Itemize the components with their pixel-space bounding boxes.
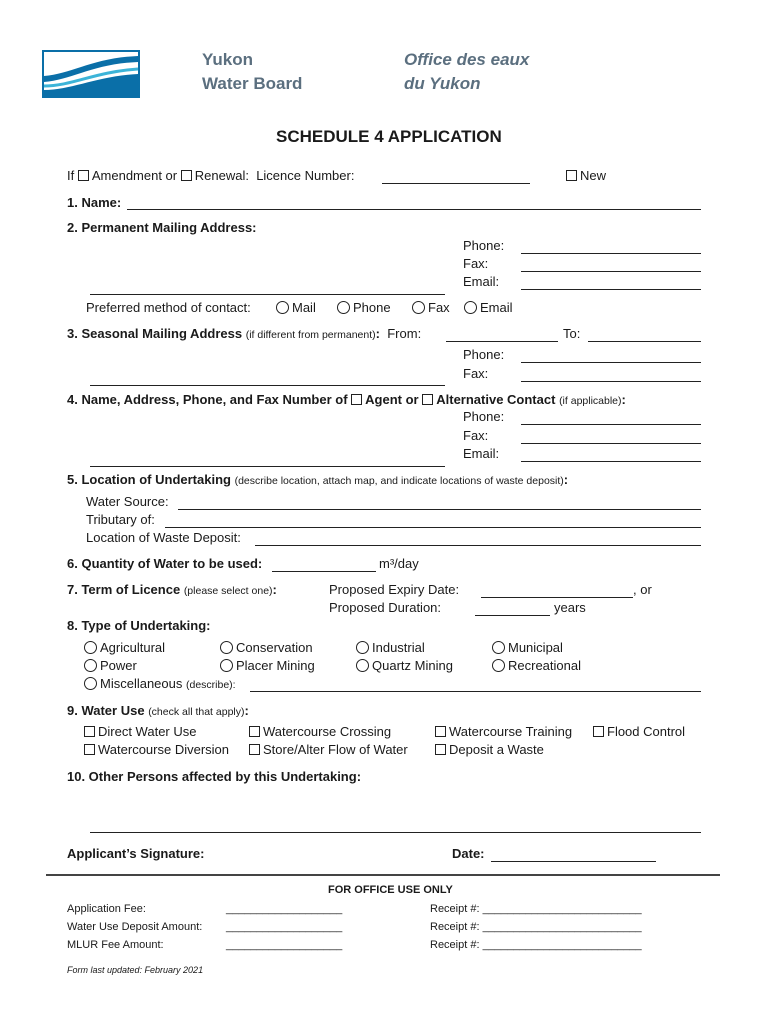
s3-phone-label: Phone: — [463, 347, 505, 362]
radio-icon — [464, 301, 477, 314]
seasonal-address-heading — [67, 326, 421, 341]
water-use-note: (check all that apply) — [148, 706, 245, 718]
renewal-checkbox[interactable] — [181, 170, 192, 181]
name-field[interactable] — [127, 209, 701, 210]
term-label: 7. Term of Licence — [67, 582, 181, 597]
deposit-waste-option[interactable] — [435, 742, 544, 757]
receipt-label: Receipt #: — [430, 921, 480, 933]
expiry-date-label: Proposed Expiry Date: — [329, 582, 460, 597]
contact-email-label: Email — [480, 300, 513, 315]
seasonal-from-field[interactable] — [446, 341, 558, 342]
municipal-label: Municipal — [508, 640, 563, 655]
water-use-deposit-label: Water Use Deposit Amount: — [67, 921, 203, 933]
s4-phone-label: Phone: — [463, 409, 505, 424]
radio-icon — [84, 641, 97, 654]
org-name-fr-line1: Office des eaux — [404, 50, 530, 69]
section-divider — [46, 874, 720, 876]
water-use-heading — [67, 703, 249, 718]
recreational-option[interactable] — [492, 658, 581, 673]
alternative-contact-checkbox[interactable] — [422, 394, 433, 405]
agricultural-label: Agricultural — [100, 640, 166, 655]
conservation-label: Conservation — [236, 640, 313, 655]
water-use-deposit-blank[interactable]: ___________________ — [226, 921, 343, 933]
contact-phone-label: Phone — [353, 300, 391, 315]
checkbox-icon — [435, 726, 446, 737]
form-updated-note: Form last updated: February 2021 — [67, 965, 204, 975]
s3-fax-label: Fax: — [463, 366, 489, 381]
receipt-blank[interactable]: __________________________ — [482, 921, 642, 933]
expiry-date-field[interactable] — [481, 597, 633, 598]
quantity-unit: m³/day — [379, 556, 419, 571]
industrial-label: Industrial — [372, 640, 425, 655]
s3-phone-field[interactable] — [521, 362, 701, 363]
s2-phone-field[interactable] — [521, 253, 701, 254]
applicant-signature-label: Applicant’s Signature: — [67, 846, 205, 861]
term-note: (please select one) — [183, 585, 273, 597]
agent-checkbox[interactable] — [351, 394, 362, 405]
checkbox-icon — [84, 726, 95, 737]
new-option — [566, 168, 606, 183]
location-label: 5. Location of Undertaking — [67, 472, 231, 487]
industrial-option[interactable] — [356, 640, 425, 655]
watercourse-training-option[interactable] — [435, 724, 572, 739]
s4-email-label: Email: — [463, 446, 500, 461]
radio-icon — [220, 659, 233, 672]
water-source-field[interactable] — [178, 509, 701, 510]
seasonal-address-note: (if different from permanent) — [245, 329, 376, 341]
contact-email-option[interactable] — [464, 300, 513, 315]
s2-fax-label: Fax: — [463, 256, 489, 271]
org-name-fr-line2: du Yukon — [404, 74, 481, 93]
radio-icon — [337, 301, 350, 314]
s4-fax-field[interactable] — [521, 443, 701, 444]
years-label: years — [554, 600, 586, 615]
watercourse-crossing-label: Watercourse Crossing — [263, 724, 392, 739]
office-use-title: FOR OFFICE USE ONLY — [328, 884, 453, 896]
s4-phone-field[interactable] — [521, 424, 701, 425]
watercourse-diversion-option[interactable] — [84, 742, 229, 757]
watercourse-training-label: Watercourse Training — [449, 724, 573, 739]
s2-email-field[interactable] — [521, 289, 701, 290]
org-name-en-line2: Water Board — [202, 74, 303, 93]
quantity-field[interactable] — [272, 571, 376, 572]
radio-icon — [492, 641, 505, 654]
power-option[interactable] — [84, 658, 137, 673]
checkbox-icon — [249, 726, 260, 737]
checkbox-icon — [84, 744, 95, 755]
recreational-label: Recreational — [508, 658, 581, 673]
seasonal-address-label: 3. Seasonal Mailing Address — [67, 326, 243, 341]
seasonal-from-label: From: — [387, 326, 422, 341]
new-checkbox[interactable] — [566, 170, 577, 181]
if-label: If — [67, 168, 75, 183]
mlur-fee-label: MLUR Fee Amount: — [67, 939, 164, 951]
other-persons-label: 10. Other Persons affected by this Undertaking: — [67, 769, 362, 784]
seasonal-address-field[interactable] — [90, 385, 445, 386]
miscellaneous-note: (describe): — [186, 679, 236, 691]
miscellaneous-field[interactable] — [250, 691, 701, 692]
radio-icon — [492, 659, 505, 672]
power-label: Power — [100, 658, 137, 673]
flood-control-label: Flood Control — [607, 724, 686, 739]
new-label: New — [580, 168, 607, 183]
agent-heading — [67, 392, 626, 407]
agricultural-option[interactable] — [84, 640, 165, 655]
permanent-address-label: 2. Permanent Mailing Address: — [67, 220, 257, 235]
radio-icon — [412, 301, 425, 314]
checkbox-icon — [593, 726, 604, 737]
s2-phone-label: Phone: — [463, 238, 505, 253]
radio-icon — [84, 659, 97, 672]
tributary-field[interactable] — [165, 527, 701, 528]
receipt-label: Receipt #: — [430, 903, 480, 915]
radio-icon — [276, 301, 289, 314]
contact-fax-label: Fax — [428, 300, 450, 315]
date-label: Date: — [452, 846, 485, 861]
yukon-water-board-logo — [42, 50, 140, 98]
water-use-label: 9. Water Use — [67, 703, 145, 718]
tributary-label: Tributary of: — [86, 512, 155, 527]
receipt-blank[interactable]: __________________________ — [482, 939, 642, 951]
radio-icon — [220, 641, 233, 654]
quantity-label: 6. Quantity of Water to be used: — [67, 556, 263, 571]
waste-deposit-label: Location of Waste Deposit: — [86, 530, 241, 545]
amendment-checkbox[interactable] — [78, 170, 89, 181]
flood-control-option[interactable] — [593, 724, 685, 739]
licence-number-label: Licence Number: — [256, 168, 355, 183]
checkbox-icon — [435, 744, 446, 755]
colon: : — [621, 392, 626, 407]
water-source-label: Water Source: — [86, 494, 169, 509]
direct-water-use-label: Direct Water Use — [98, 724, 197, 739]
org-name-en-line1: Yukon — [202, 50, 254, 69]
seasonal-to-field[interactable] — [588, 341, 701, 342]
or-label: , or — [633, 582, 652, 597]
other-persons-field[interactable] — [90, 832, 701, 833]
name-label: 1. Name: — [67, 195, 122, 210]
placer-mining-option[interactable] — [220, 658, 315, 673]
colon: : — [244, 703, 249, 718]
agent-note: (if applicable) — [559, 395, 622, 407]
municipal-option[interactable] — [492, 640, 563, 655]
licence-number-field[interactable] — [382, 183, 530, 184]
contact-mail-label: Mail — [292, 300, 316, 315]
application-fee-label: Application Fee: — [67, 903, 146, 915]
radio-icon — [356, 659, 369, 672]
colon: : — [375, 326, 380, 341]
contact-fax-option[interactable] — [412, 300, 450, 315]
radio-icon — [84, 677, 97, 690]
receipt-row-3 — [430, 939, 642, 951]
duration-label: Proposed Duration: — [329, 600, 442, 615]
seasonal-to-label: To: — [563, 326, 581, 341]
miscellaneous-option[interactable] — [84, 676, 236, 691]
receipt-blank[interactable]: __________________________ — [482, 903, 642, 915]
preferred-contact-label: Preferred method of contact: — [86, 300, 251, 315]
s2-fax-field[interactable] — [521, 271, 701, 272]
form-title: SCHEDULE 4 APPLICATION — [276, 127, 502, 146]
contact-phone-option[interactable] — [337, 300, 391, 315]
colon: : — [563, 472, 569, 487]
s4-email-field[interactable] — [521, 461, 701, 462]
contact-mail-option[interactable] — [276, 300, 316, 315]
date-field[interactable] — [491, 861, 656, 862]
watercourse-crossing-option[interactable] — [249, 724, 391, 739]
checkbox-icon — [249, 744, 260, 755]
agent-address-field[interactable] — [90, 466, 445, 467]
renewal-label: Renewal: — [194, 168, 249, 183]
s2-email-label: Email: — [463, 274, 500, 289]
waste-deposit-field[interactable] — [255, 545, 701, 546]
receipt-row-1 — [430, 903, 642, 915]
agent-section-label: 4. Name, Address, Phone, and Fax Number of — [67, 392, 348, 407]
undertaking-type-label: 8. Type of Undertaking: — [67, 618, 211, 633]
agent-label: Agent or — [365, 392, 419, 407]
receipt-row-2 — [430, 921, 642, 933]
location-note: (describe location, attach map, and indicate locations of waste deposit) — [234, 475, 564, 487]
watercourse-diversion-label: Watercourse Diversion — [98, 742, 230, 757]
alternative-contact-label: Alternative Contact — [436, 392, 556, 407]
deposit-waste-label: Deposit a Waste — [449, 742, 544, 757]
amendment-label: Amendment or — [91, 168, 178, 183]
direct-water-use-option[interactable] — [84, 724, 196, 739]
colon: : — [272, 582, 277, 597]
mlur-fee-blank[interactable]: ___________________ — [226, 939, 343, 951]
quartz-mining-option[interactable] — [356, 658, 453, 673]
store-alter-flow-label: Store/Alter Flow of Water — [263, 742, 408, 757]
radio-icon — [356, 641, 369, 654]
permanent-address-field[interactable] — [90, 294, 445, 295]
miscellaneous-label: Miscellaneous — [100, 676, 183, 691]
s4-fax-label: Fax: — [463, 428, 489, 443]
placer-mining-label: Placer Mining — [236, 658, 315, 673]
location-heading — [67, 472, 568, 487]
term-heading — [67, 582, 277, 597]
receipt-label: Receipt #: — [430, 939, 480, 951]
store-alter-flow-option[interactable] — [249, 742, 408, 757]
application-fee-blank[interactable]: ___________________ — [226, 903, 343, 915]
s3-fax-field[interactable] — [521, 381, 701, 382]
duration-field[interactable] — [475, 615, 550, 616]
quartz-mining-label: Quartz Mining — [372, 658, 453, 673]
conservation-option[interactable] — [220, 640, 313, 655]
application-type-row — [67, 168, 354, 183]
